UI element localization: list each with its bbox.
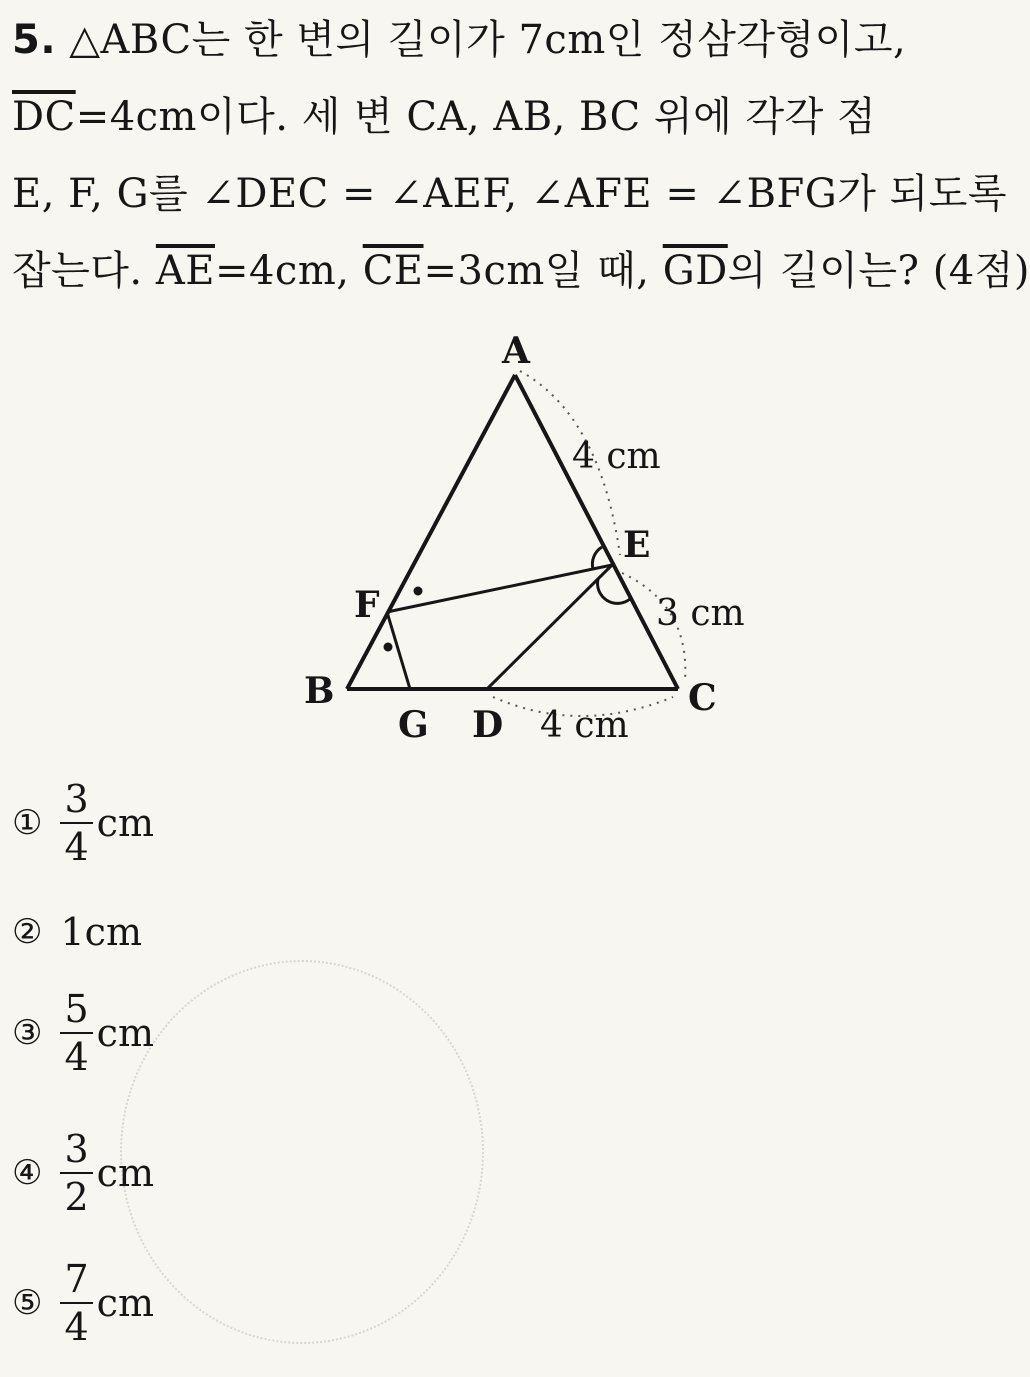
segment-ae: $\overline{AE}$ [155, 248, 215, 294]
question-text [12, 2, 1030, 310]
choice-3[interactable] [12, 987, 154, 1079]
question-line-4-mid2: =3cm일 때, [423, 248, 663, 294]
question-number: 5. [12, 17, 57, 63]
choice-5-unit: cm [96, 1281, 154, 1325]
side-ac [515, 375, 678, 689]
segment-ed [487, 565, 612, 689]
triangle-figure [290, 325, 760, 765]
label-c: C [688, 677, 717, 719]
choice-4-numerator: 3 [64, 1127, 89, 1171]
choice-1[interactable] [12, 777, 154, 869]
choice-3-numerator: 5 [64, 987, 89, 1031]
angle-dot-afe [414, 587, 423, 596]
label-g: G [398, 704, 429, 746]
label-e: E [623, 524, 651, 566]
choice-3-unit: cm [96, 1011, 154, 1055]
choice-3-denominator: 4 [60, 1032, 92, 1076]
question-line-1-text: △ABC는 한 변의 길이가 7cm인 정삼각형이고, [69, 17, 907, 63]
question-line-2 [12, 79, 992, 156]
choice-5-numerator: 7 [64, 1257, 89, 1301]
choice-5-mark: ⑤ [12, 1283, 43, 1323]
choice-1-numerator: 3 [64, 777, 89, 821]
choice-2[interactable] [12, 910, 142, 954]
choice-5-denominator: 4 [60, 1302, 92, 1346]
label-ae-length: 4 cm [572, 436, 661, 477]
choice-1-mark: ① [12, 803, 43, 843]
choice-2-text: 1cm [60, 910, 142, 954]
question-line-4-start: 잡는다. [12, 248, 156, 294]
segment-gd: $\overline{GD}$ [662, 248, 728, 294]
question-line-3 [12, 156, 1007, 233]
choice-1-fraction [60, 777, 92, 869]
question-line-2-text: =4cm이다. 세 변 CA, AB, BC 위에 각각 점 [75, 94, 877, 140]
choice-3-mark: ③ [12, 1013, 43, 1053]
choice-1-unit: cm [96, 801, 154, 845]
question-line-4-mid1: =4cm, [214, 248, 363, 294]
choice-4-unit: cm [96, 1151, 154, 1195]
question-line-4 [12, 233, 1030, 310]
angle-dot-bfg [384, 643, 393, 652]
label-d: D [472, 704, 504, 746]
question-line-4-end: 의 길이는? (4점) [727, 248, 1030, 294]
label-dc-length: 4 cm [540, 705, 629, 746]
faint-stamp-circle [120, 960, 484, 1344]
choice-2-mark: ② [12, 912, 43, 952]
choice-4-mark: ④ [12, 1153, 43, 1193]
choice-1-denominator: 4 [60, 822, 92, 866]
segment-dc: $\overline{DC}$ [12, 94, 76, 140]
label-b: B [304, 670, 335, 712]
choice-4[interactable] [12, 1127, 154, 1219]
choice-4-fraction [60, 1127, 92, 1219]
segment-ce: $\overline{CE}$ [362, 248, 424, 294]
side-ab [347, 375, 515, 689]
label-f: F [354, 584, 380, 626]
question-line-1 [12, 2, 992, 79]
question-line-3-text: E, F, G를 ∠DEC = ∠AEF, ∠AFE = ∠BFG가 되도록 [12, 171, 1007, 217]
angle-arc-aef [592, 547, 602, 569]
choice-4-denominator: 2 [60, 1172, 92, 1216]
choice-5-fraction [60, 1257, 92, 1349]
label-a: A [502, 330, 530, 372]
choice-5[interactable] [12, 1257, 154, 1349]
label-ec-length: 3 cm [656, 593, 745, 634]
choice-3-fraction [60, 987, 92, 1079]
